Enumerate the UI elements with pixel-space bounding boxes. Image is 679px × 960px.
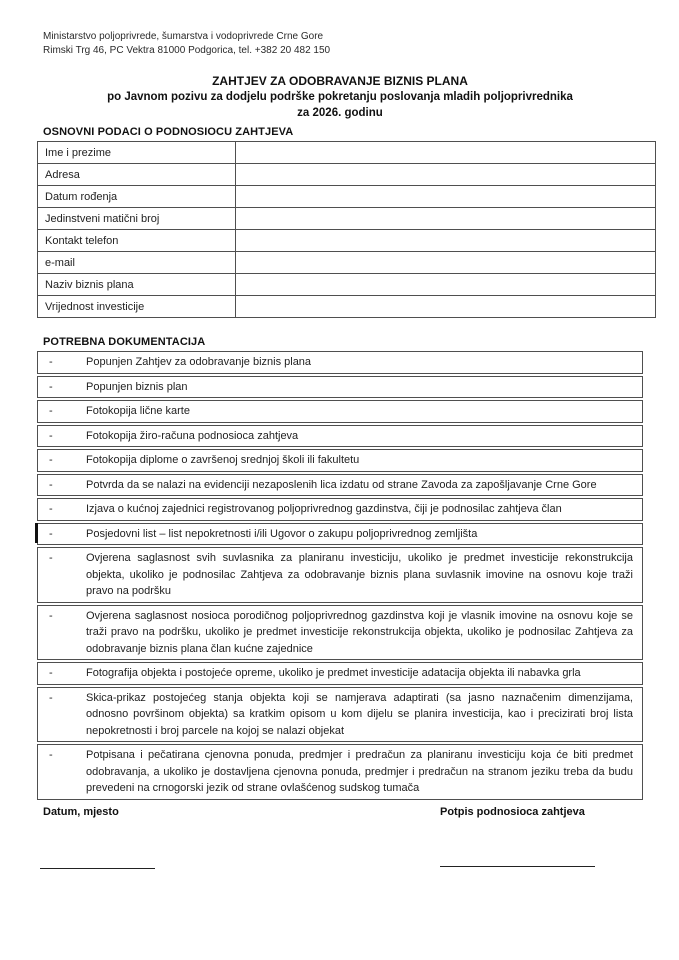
signature-label: Potpis podnosioca zahtjeva [440,805,585,818]
dash-bullet: - [49,478,53,491]
letterhead [43,30,643,58]
list-item-text: Popunjen biznis plan [86,380,188,393]
dash-bullet: - [49,405,53,417]
dash-bullet: - [49,429,53,442]
list-item [37,687,643,743]
list-item-text: Popunjen Zahtjev za odobravanje biznis plana [86,356,312,368]
document-subtitle: po Javnom pozivu za dodjelu podrške pokretanju poslovanja mladih poljoprivrednika [107,91,573,103]
dash-bullet: - [49,667,53,679]
list-item-text: Ovjerena saglasnost svih suvlasnika za planiranu investiciju, ukoliko je predmet investicije rekonstrukcija objekta, ukoliko je podnosilac Zahtjeva za odobravanje biznis plana suvlasnik imovine na osnovu koje traži pravo na podršku [86,552,633,597]
list-item-text: Ovjerena saglasnost nosioca porodičnog poljoprivrednog gazdinstva koji je vlasnik imovine na osnovu koje se traži pravo na podršku, ukoliko je predmet investicije rekonstrukcija objekta, ukoliko je podnosilac Zahtjeva za odobravanje biznis plana član kućne zajednice [86,609,633,655]
list-item-text: Izjava o kućnoj zajednici registrovanog poljoprivrednog gazdinstva, čiji je podnosilac zahtjeva član [86,503,562,515]
dash-bullet: - [49,552,53,564]
list-item-text: Fotokopija žiro-računa podnosioca zahtjeva [86,429,299,442]
list-item-text: Fotokopija lične karte [86,405,190,417]
field-label: e-mail [38,252,236,274]
list-item [37,498,643,521]
title-block [37,73,643,121]
table-row [38,230,656,252]
dash-bullet: - [49,454,53,466]
signature-line [440,866,595,867]
list-item-text: Fotokopija diplome o završenoj srednjoj školi ili fakultetu [86,454,360,466]
list-item [37,474,643,497]
footer [37,806,643,926]
table-row [38,274,656,296]
ministry-address: Rimski Trg 46, PC Vektra 81000 Podgorica, tel. +382 20 482 150 [43,45,331,56]
list-item [37,605,643,661]
ministry-name: Ministarstvo poljoprivrede, šumarstva i vodoprivrede Crne Gore [43,31,324,42]
field-label: Jedinstveni matični broj [38,208,236,230]
dash-bullet: - [49,609,53,622]
dash-bullet: - [49,749,53,761]
list-item-text: Fotografija objekta i postojeće opreme, ukoliko je predmet investicije adatacija objekta ili nabavka grla [86,667,581,679]
table-row [38,186,656,208]
field-label: Datum rođenja [38,186,236,208]
field-value [236,186,656,208]
table-row [38,164,656,186]
field-value [236,208,656,230]
document-title: ZAHTJEV ZA ODOBRAVANJE BIZNIS PLANA [212,74,468,88]
list-item-text: Potpisana i pečatirana cjenovna ponuda, predmjer i predračun za planiranu investiciju koja će biti predmet odobravanja, a ukoliko je dostavljena cjenovna ponuda, predmjer i predračun na stranom jeziku treba da budu prevedeni na crnogorski jezik od strane ovlašćenog sudskog tumača [86,749,633,794]
list-item [37,351,643,374]
field-value [236,296,656,318]
table-row [38,296,656,318]
date-place-label: Datum, mjesto [43,805,119,818]
dash-bullet: - [49,527,53,540]
field-value [236,252,656,274]
list-item [37,425,643,448]
list-item-text: Skica-prikaz postojećeg stanja objekta koji se namjerava adaptirati (sa jasno naznačenim dimenzijama, odnosno površinom objekta) sa kratkim opisom u kom dijelu se planira investicija, kao i precizirati broj lista nepokretnosti i broj parcele na kojoj se nalazi objekat [86,691,633,737]
field-value [236,142,656,164]
field-label: Kontakt telefon [38,230,236,252]
documents-list [37,351,643,800]
list-item-text: Potvrda da se nalazi na evidenciji nezaposlenih lica izdatu od strane Zavoda za zapošljavanje Crne Gore [86,478,597,491]
field-value [236,164,656,186]
field-label: Vrijednost investicije [38,296,236,318]
field-value [236,274,656,296]
field-value [236,230,656,252]
date-place-line [40,868,155,869]
list-item [37,449,643,472]
list-item [37,547,643,603]
list-item [37,400,643,423]
field-label: Adresa [38,164,236,186]
applicant-info-table [37,141,656,318]
list-item-text: Posjedovni list – list nepokretnosti i/ili Ugovor o zakupu poljoprivrednog zemljišta [86,527,478,540]
dash-bullet: - [49,691,53,704]
field-label: Naziv biznis plana [38,274,236,296]
dash-bullet: - [49,503,53,515]
table-row [38,208,656,230]
table-row [38,142,656,164]
dash-bullet: - [49,380,53,393]
list-item [37,523,643,546]
table-row [38,252,656,274]
dash-bullet: - [49,356,53,368]
list-item [37,376,643,399]
applicant-section-heading: OSNOVNI PODACI O PODNOSIOCU ZAHTJEVA [43,126,294,138]
field-label: Ime i prezime [38,142,236,164]
list-item [37,744,643,800]
documents-section-heading: POTREBNA DOKUMENTACIJA [43,336,206,348]
list-item [37,662,643,685]
document-year: za 2026. godinu [297,107,383,119]
